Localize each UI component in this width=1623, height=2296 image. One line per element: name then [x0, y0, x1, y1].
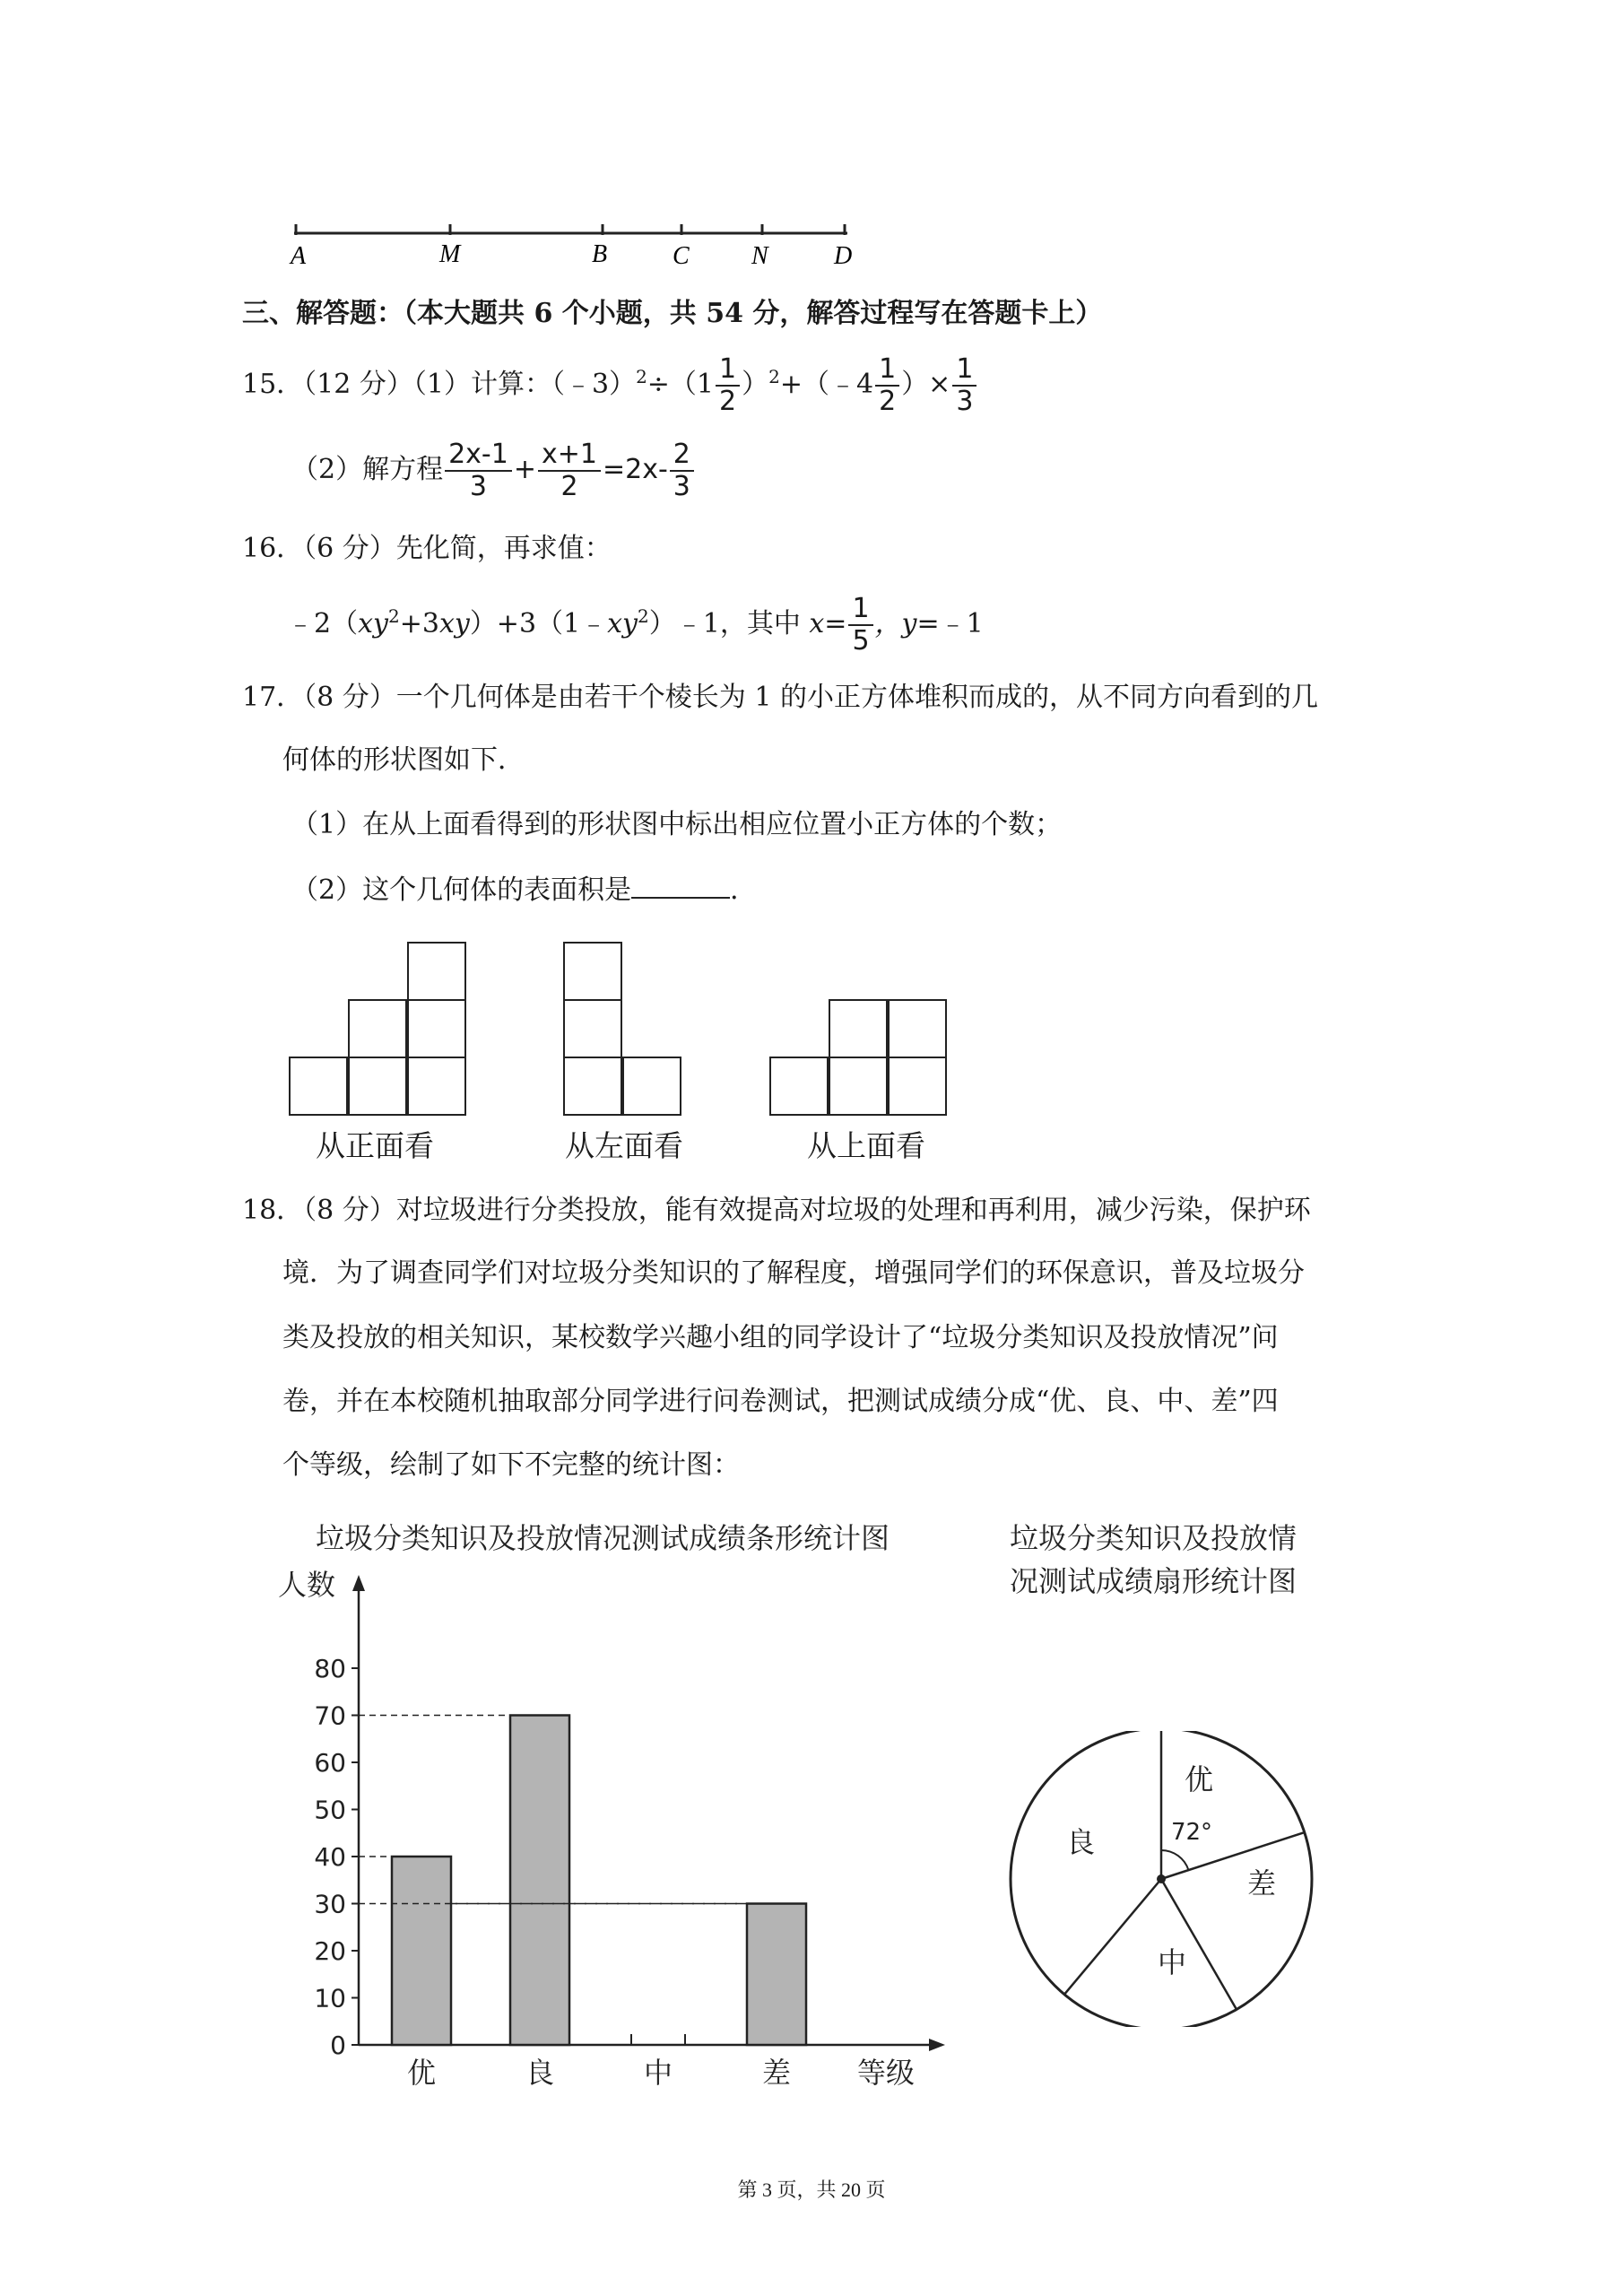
- fraction-1: $\frac{1}{2}$: [716, 354, 740, 417]
- question-16-title: 16．（6 分）先化简，再求值：: [242, 533, 612, 564]
- question-16-expression: $﹣2(xy^2+3xy)+3(1﹣xy^2)﹣1$，其中 x= $\frac{1}{5}$ ，y=﹣1: [287, 593, 984, 657]
- left-view-figure: [563, 942, 689, 1121]
- x-tick-label: 良: [525, 2056, 555, 2090]
- q15-mid2: +（﹣4: [779, 369, 874, 400]
- y-tick-label: 20: [314, 1936, 346, 1966]
- point-label-m: M: [439, 240, 461, 268]
- top-view-figure: [769, 999, 949, 1125]
- question-18-line4: 卷，并在本校随机抽取部分同学进行问卷测试，把测试成绩分成“优、良、中、差”四: [282, 1386, 1279, 1417]
- question-15-part2: [291, 439, 696, 502]
- question-18-line1: 18．（8 分）对垃圾进行分类投放，能有效提高对垃圾的处理和再利用，减少污染，保护环: [242, 1195, 1311, 1226]
- pie-label-excellent: 优: [1184, 1762, 1214, 1796]
- bar: [747, 1904, 806, 2046]
- question-17-line1: 17．（8 分）一个几何体是由若干个棱长为 1 的小正方体堆积而成的，从不同方向看到的几: [242, 682, 1318, 713]
- point-label-n: N: [751, 242, 768, 270]
- section-heading: 三、解答题：（本大题共 6 个小题，共 54 分，解答过程写在答题卡上）: [242, 298, 1103, 329]
- answer-blank[interactable]: [631, 870, 730, 899]
- q15-sup2: 2: [768, 366, 780, 387]
- x-axis-arrow: [929, 2039, 945, 2051]
- q15-mid: ）: [742, 369, 769, 400]
- point-label-c: C: [673, 242, 690, 270]
- bar: [510, 1716, 569, 2046]
- y-tick-label: 0: [330, 2031, 346, 2060]
- page-footer: 第 3 页，共 20 页: [737, 2179, 886, 2201]
- pie-chart-title-line2: 况测试成绩扇形统计图: [1010, 1564, 1298, 1598]
- y-tick-label: 80: [314, 1654, 346, 1683]
- bar: [392, 1857, 451, 2045]
- question-18-line2: 境．为了调查同学们对垃圾分类知识的了解程度，增强同学们的环保意识，普及垃圾分: [282, 1257, 1305, 1289]
- pie-chart: [995, 1731, 1318, 2027]
- q15-div: ÷（1: [647, 369, 715, 400]
- y-tick-label: 30: [314, 1889, 346, 1919]
- top-view-label: 从上面看: [807, 1128, 925, 1163]
- front-view-figure: [289, 942, 468, 1121]
- question-15-part1: [242, 354, 978, 417]
- q15-prefix: 15．（12 分）（1）计算：（﹣3）: [242, 369, 637, 400]
- angle-annotation: 72°: [1170, 1819, 1213, 1846]
- x-axis-label: 等级: [856, 2056, 915, 2090]
- x-tick-label: 中: [643, 2056, 673, 2090]
- bar-chart-title: 垃圾分类知识及投放情况测试成绩条形统计图: [316, 1521, 890, 1555]
- y-tick-label: 40: [314, 1842, 346, 1872]
- fraction-2: $\frac{1}{2}$: [875, 354, 899, 417]
- y-tick-label: 10: [314, 1983, 346, 2013]
- y-axis-arrow: [352, 1575, 365, 1591]
- bar-chart: [269, 1561, 968, 2099]
- question-18-line3: 类及投放的相关知识，某校数学兴趣小组的同学设计了“垃圾分类知识及投放情况”问: [282, 1322, 1279, 1353]
- y-tick-label: 50: [314, 1795, 346, 1825]
- fraction-x: $\frac{1}{5}$: [848, 594, 872, 657]
- fraction-5: $\frac{x+1}{2}$: [538, 439, 601, 502]
- x-tick-label: 优: [406, 2056, 437, 2090]
- pie-label-medium: 中: [1157, 1945, 1187, 1979]
- fraction-4: $\frac{2x-1}{3}$: [445, 439, 512, 502]
- x-tick-label: 差: [761, 2056, 792, 2090]
- question-17-sub1: （1）在从上面看得到的形状图中标出相应位置小正方体的个数；: [291, 809, 1063, 840]
- point-label-b: B: [592, 240, 608, 268]
- left-view-label: 从左面看: [565, 1128, 683, 1163]
- y-tick-label: 70: [314, 1700, 346, 1731]
- question-17-sub2: （2）这个几何体的表面积是 ．: [291, 870, 757, 909]
- q15-part2-prefix: （2）解方程: [291, 454, 444, 485]
- fraction-3: $\frac{1}{3}$: [952, 354, 976, 417]
- question-18-line5: 个等级，绘制了如下不完整的统计图：: [282, 1449, 740, 1481]
- y-axis-label: 人数: [278, 1568, 336, 1602]
- point-label-d: D: [834, 242, 853, 270]
- q15-end: ）×: [901, 369, 951, 400]
- number-line: [287, 215, 879, 278]
- question-17-line2: 何体的形状图如下．: [282, 744, 525, 776]
- plus-sign: +: [513, 454, 536, 485]
- pie-chart-title-line1: 垃圾分类知识及投放情: [1010, 1521, 1298, 1555]
- pie-label-good: 良: [1065, 1825, 1096, 1859]
- q15-sup1: 2: [636, 366, 647, 387]
- equation-mid: =2x-: [602, 454, 668, 485]
- fraction-6: $\frac{2}{3}$: [670, 439, 694, 502]
- y-tick-label: 60: [314, 1748, 346, 1778]
- pie-center: [1157, 1874, 1166, 1883]
- front-view-label: 从正面看: [316, 1128, 434, 1163]
- pie-label-poor: 差: [1246, 1866, 1277, 1900]
- point-label-a: A: [291, 242, 307, 270]
